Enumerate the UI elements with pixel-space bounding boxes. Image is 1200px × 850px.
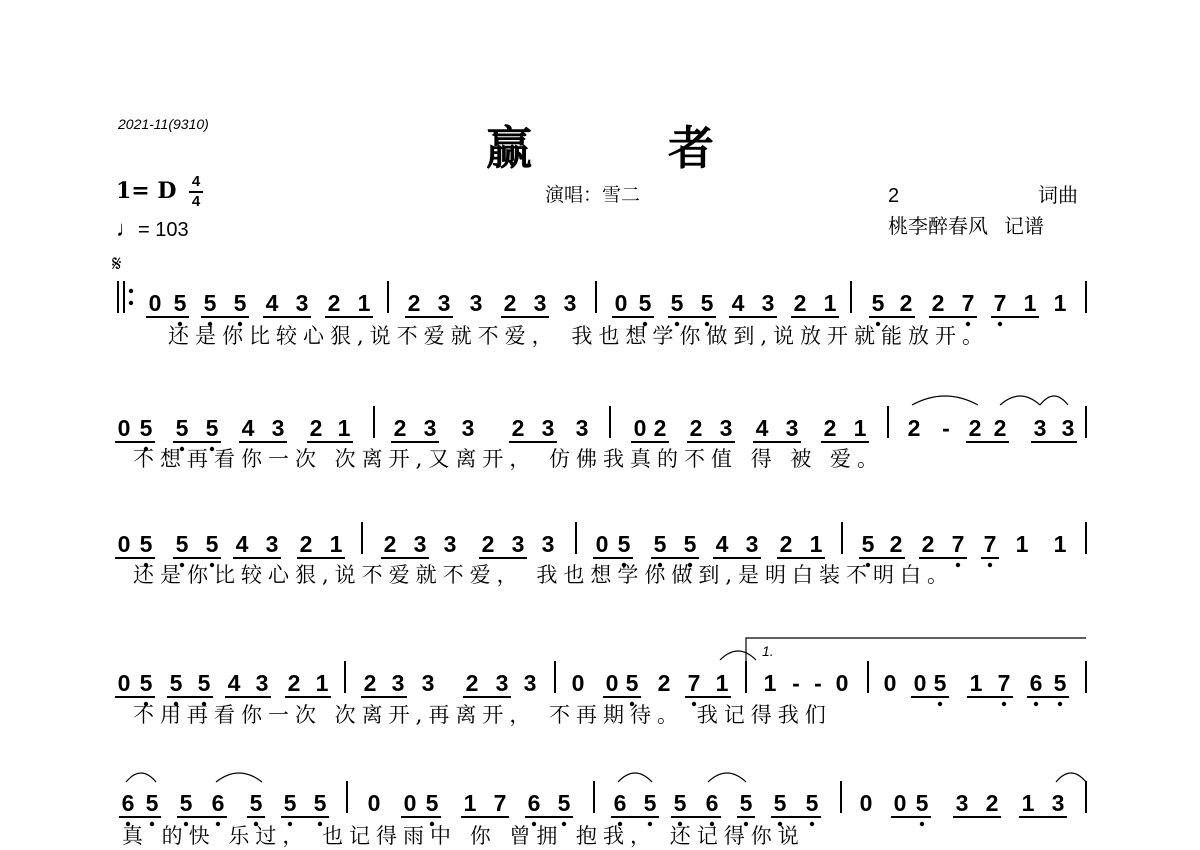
note: 2	[931, 290, 945, 316]
note: 5	[683, 531, 697, 557]
note: 3	[533, 290, 547, 316]
note: 5	[169, 670, 183, 696]
note: 1	[969, 670, 983, 696]
note: 3	[1061, 415, 1075, 441]
key-signature: 1= D	[116, 178, 177, 204]
note: 2	[985, 790, 999, 816]
note: 1	[1053, 531, 1067, 557]
note: 0	[117, 670, 131, 696]
octave-dot	[1034, 702, 1038, 706]
note: 5	[557, 790, 571, 816]
note: 2	[793, 290, 807, 316]
note: 5	[625, 670, 639, 696]
note: 0	[614, 290, 628, 316]
slur	[912, 396, 978, 405]
note: -	[792, 670, 800, 696]
note: 2	[503, 290, 517, 316]
note: 0	[883, 670, 897, 696]
note: 3	[745, 531, 759, 557]
score-line	[118, 281, 1086, 349]
note: 2	[779, 531, 793, 557]
note: 3	[255, 670, 269, 696]
note: 1	[315, 670, 329, 696]
note: -	[814, 670, 822, 696]
note: 5	[145, 790, 159, 816]
note: 1	[357, 290, 371, 316]
note: 3	[437, 290, 451, 316]
note: 5	[653, 531, 667, 557]
time-sig-bottom: 4	[191, 193, 201, 210]
note: 4	[731, 290, 745, 316]
lyricist-name: 2	[888, 185, 900, 207]
lyricist-role: 词曲	[1038, 183, 1078, 207]
note: 1	[1015, 531, 1029, 557]
slur	[618, 773, 652, 782]
note: 2	[889, 531, 903, 557]
volta-bracket	[746, 638, 1086, 662]
note: -	[942, 415, 950, 441]
note: 7	[951, 531, 965, 557]
note: 5	[805, 790, 819, 816]
note: 7	[993, 290, 1007, 316]
score-line	[119, 781, 1086, 849]
octave-dot	[938, 702, 942, 706]
note: 4	[235, 531, 249, 557]
slur	[708, 773, 746, 782]
note: 0	[913, 670, 927, 696]
score-line	[115, 522, 1086, 588]
note: 0	[595, 531, 609, 557]
time-sig-top: 4	[191, 173, 201, 190]
note: 1	[1021, 790, 1035, 816]
note: 3	[495, 670, 509, 696]
note: 5	[871, 290, 885, 316]
note: 5	[425, 790, 439, 816]
note: 3	[955, 790, 969, 816]
note: 2	[363, 670, 377, 696]
note: 3	[295, 290, 309, 316]
slur	[126, 773, 156, 782]
note: 5	[173, 290, 187, 316]
note: 5	[915, 790, 929, 816]
slur	[1056, 773, 1086, 782]
lyric-line: 不用再看你一次 次离开,再离开， 不再期待。 我记得我们	[133, 703, 832, 727]
note: 3	[563, 290, 577, 316]
note: 5	[739, 790, 753, 816]
lyric-line: 还是你比较心狠,说不爱就不爱， 我也想学你做到,说放开就能放开。	[168, 324, 990, 348]
song-title: 赢 者	[485, 121, 774, 175]
note: 6	[613, 790, 627, 816]
score-line	[115, 406, 1086, 472]
note: 4	[241, 415, 255, 441]
note: 3	[421, 670, 435, 696]
note: 3	[1033, 415, 1047, 441]
singer-credit: 演唱：雪二	[545, 184, 641, 206]
note: 2	[393, 415, 407, 441]
note: 0	[605, 670, 619, 696]
note: 6	[527, 790, 541, 816]
note: 5	[617, 531, 631, 557]
note: 5	[1053, 670, 1067, 696]
note: 5	[139, 415, 153, 441]
octave-dot	[810, 822, 814, 826]
score-line	[115, 661, 1086, 728]
note: 3	[391, 670, 405, 696]
note: 2	[899, 290, 913, 316]
note: 2	[407, 290, 421, 316]
note: 2	[465, 670, 479, 696]
note: 3	[265, 531, 279, 557]
note: 5	[313, 790, 327, 816]
note: 3	[719, 415, 733, 441]
note: 0	[148, 290, 162, 316]
note: 2	[383, 531, 397, 557]
note: 5	[933, 670, 947, 696]
note: 2	[657, 670, 671, 696]
note: 1	[1053, 290, 1067, 316]
note: 6	[705, 790, 719, 816]
note: 2	[511, 415, 525, 441]
note: 7	[961, 290, 975, 316]
note: 5	[638, 290, 652, 316]
note: 3	[785, 415, 799, 441]
note: 6	[1029, 670, 1043, 696]
note: 5	[139, 670, 153, 696]
note: 2	[309, 415, 323, 441]
note: 0	[835, 670, 849, 696]
note: 3	[271, 415, 285, 441]
note: 2	[653, 415, 667, 441]
slur	[1040, 396, 1068, 405]
note: 1	[809, 531, 823, 557]
note: 1	[463, 790, 477, 816]
note: 3	[443, 531, 457, 557]
note: 3	[541, 531, 555, 557]
note: 0	[571, 670, 585, 696]
note: 2	[968, 415, 982, 441]
note: 3	[761, 290, 775, 316]
note: 5	[179, 790, 193, 816]
note: 1	[853, 415, 867, 441]
octave-dot	[920, 822, 924, 826]
note: 2	[921, 531, 935, 557]
note: 0	[859, 790, 873, 816]
note: 3	[575, 415, 589, 441]
note: 0	[117, 531, 131, 557]
note: 7	[493, 790, 507, 816]
note: 1	[329, 531, 343, 557]
transcriber-name: 桃李醉春风	[888, 214, 988, 238]
lyric-line: 不想再看你一次 次离开,又离开， 仿佛我真的不值 得 被 爱。	[133, 447, 885, 471]
note: 3	[511, 531, 525, 557]
quarter-note-icon: ♩	[116, 216, 138, 241]
note: 2	[287, 670, 301, 696]
note: 5	[861, 531, 875, 557]
note: 5	[197, 670, 211, 696]
segno-icon: 𝄋	[112, 252, 122, 277]
note: 7	[687, 670, 701, 696]
note: 0	[893, 790, 907, 816]
note: 2	[689, 415, 703, 441]
note: 2	[907, 415, 921, 441]
note: 0	[633, 415, 647, 441]
note: 3	[461, 415, 475, 441]
note: 0	[117, 415, 131, 441]
note: 5	[203, 290, 217, 316]
octave-dot	[988, 563, 992, 567]
note: 4	[755, 415, 769, 441]
note: 2	[327, 290, 341, 316]
note: 6	[121, 790, 135, 816]
note: 3	[423, 415, 437, 441]
slur	[216, 773, 262, 782]
octave-dot	[956, 563, 960, 567]
note: 5	[233, 290, 247, 316]
note: 2	[993, 415, 1007, 441]
note: 1	[715, 670, 729, 696]
score-code: 2021-11(9310)	[118, 116, 209, 132]
note: 5	[773, 790, 787, 816]
note: 5	[139, 531, 153, 557]
lyric-line: 真 的快 乐过， 也记得雨中 你 曾拥 抱我， 还记得你说	[122, 824, 805, 848]
note: 5	[175, 531, 189, 557]
note: 5	[205, 531, 219, 557]
repeat-dot	[129, 301, 133, 305]
volta-label: 1.	[762, 643, 774, 659]
note: 5	[643, 790, 657, 816]
lyric-line: 还是你比较心狠,说不爱就不爱， 我也想学你做到,是明白装不明白。	[133, 563, 955, 587]
octave-dot	[1058, 702, 1062, 706]
note: 3	[541, 415, 555, 441]
note: 4	[265, 290, 279, 316]
note: 5	[283, 790, 297, 816]
note: 5	[673, 790, 687, 816]
note: 5	[205, 415, 219, 441]
note: 2	[299, 531, 313, 557]
tempo-value: = 103	[138, 219, 189, 241]
note: 5	[249, 790, 263, 816]
note: 4	[227, 670, 241, 696]
note: 0	[403, 790, 417, 816]
note: 7	[983, 531, 997, 557]
note: 2	[823, 415, 837, 441]
note: 1	[337, 415, 351, 441]
note: 3	[469, 290, 483, 316]
note: 1	[823, 290, 837, 316]
note: 7	[997, 670, 1011, 696]
note: 3	[1051, 790, 1065, 816]
repeat-dot	[129, 289, 133, 293]
note: 0	[367, 790, 381, 816]
note: 3	[523, 670, 537, 696]
note: 1	[1023, 290, 1037, 316]
note: 5	[175, 415, 189, 441]
octave-dot	[1002, 702, 1006, 706]
slur	[1000, 396, 1040, 405]
note: 4	[715, 531, 729, 557]
note: 1	[763, 670, 777, 696]
octave-dot	[998, 322, 1002, 326]
transcriber-role: 记谱	[1004, 214, 1044, 238]
slur	[720, 651, 756, 660]
note: 5	[670, 290, 684, 316]
note: 5	[700, 290, 714, 316]
note: 2	[481, 531, 495, 557]
note: 3	[413, 531, 427, 557]
note: 6	[211, 790, 225, 816]
